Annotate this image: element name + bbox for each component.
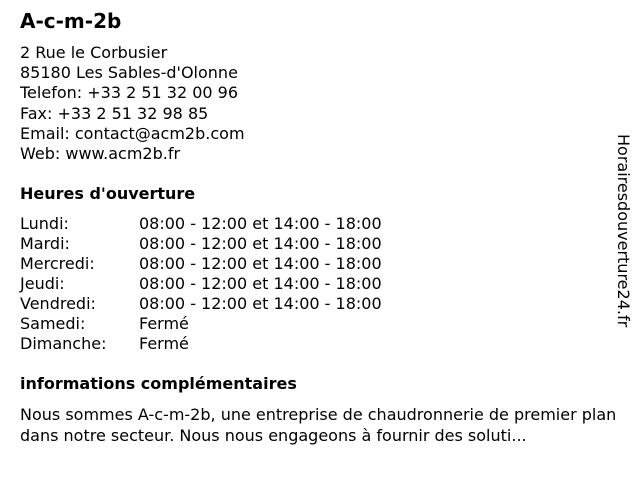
hours-day: Mercredi:	[20, 254, 95, 273]
additional-info-heading: informations complémentaires	[20, 374, 297, 393]
web-line: Web: www.acm2b.fr	[20, 144, 181, 164]
hours-day: Lundi:	[20, 214, 69, 233]
business-name: A-c-m-2b	[20, 9, 122, 33]
hours-time: 08:00 - 12:00 et 14:00 - 18:00	[139, 274, 382, 293]
hours-day: Mardi:	[20, 234, 70, 253]
hours-day: Jeudi:	[20, 274, 65, 293]
hours-time: 08:00 - 12:00 et 14:00 - 18:00	[139, 214, 382, 233]
hours-day: Vendredi:	[20, 294, 96, 313]
hours-time: Fermé	[139, 334, 189, 353]
hours-day: Dimanche:	[20, 334, 107, 353]
hours-time: 08:00 - 12:00 et 14:00 - 18:00	[139, 234, 382, 253]
email-line: Email: contact@acm2b.com	[20, 123, 245, 143]
contact-block	[20, 43, 245, 164]
hours-time: 08:00 - 12:00 et 14:00 - 18:00	[139, 254, 382, 273]
address-line-2: 85180 Les Sables-d'Olonne	[20, 63, 238, 83]
phone-line: Telefon: +33 2 51 32 00 96	[20, 83, 239, 103]
hours-day: Samedi:	[20, 314, 86, 333]
opening-hours-heading: Heures d'ouverture	[20, 184, 196, 203]
fax-line: Fax: +33 2 51 32 98 85	[20, 103, 209, 123]
business-description: Nous sommes A-c-m-2b, une entreprise de chaudronnerie de premier plan dans notre secteur. Nous nous engageons à fournir des soluti...	[20, 405, 617, 445]
address-line-1: 2 Rue le Corbusier	[20, 43, 168, 62]
hours-time: 08:00 - 12:00 et 14:00 - 18:00	[139, 294, 382, 313]
site-watermark: Horairesdouverture24.fr	[614, 134, 633, 328]
hours-time: Fermé	[139, 314, 189, 333]
